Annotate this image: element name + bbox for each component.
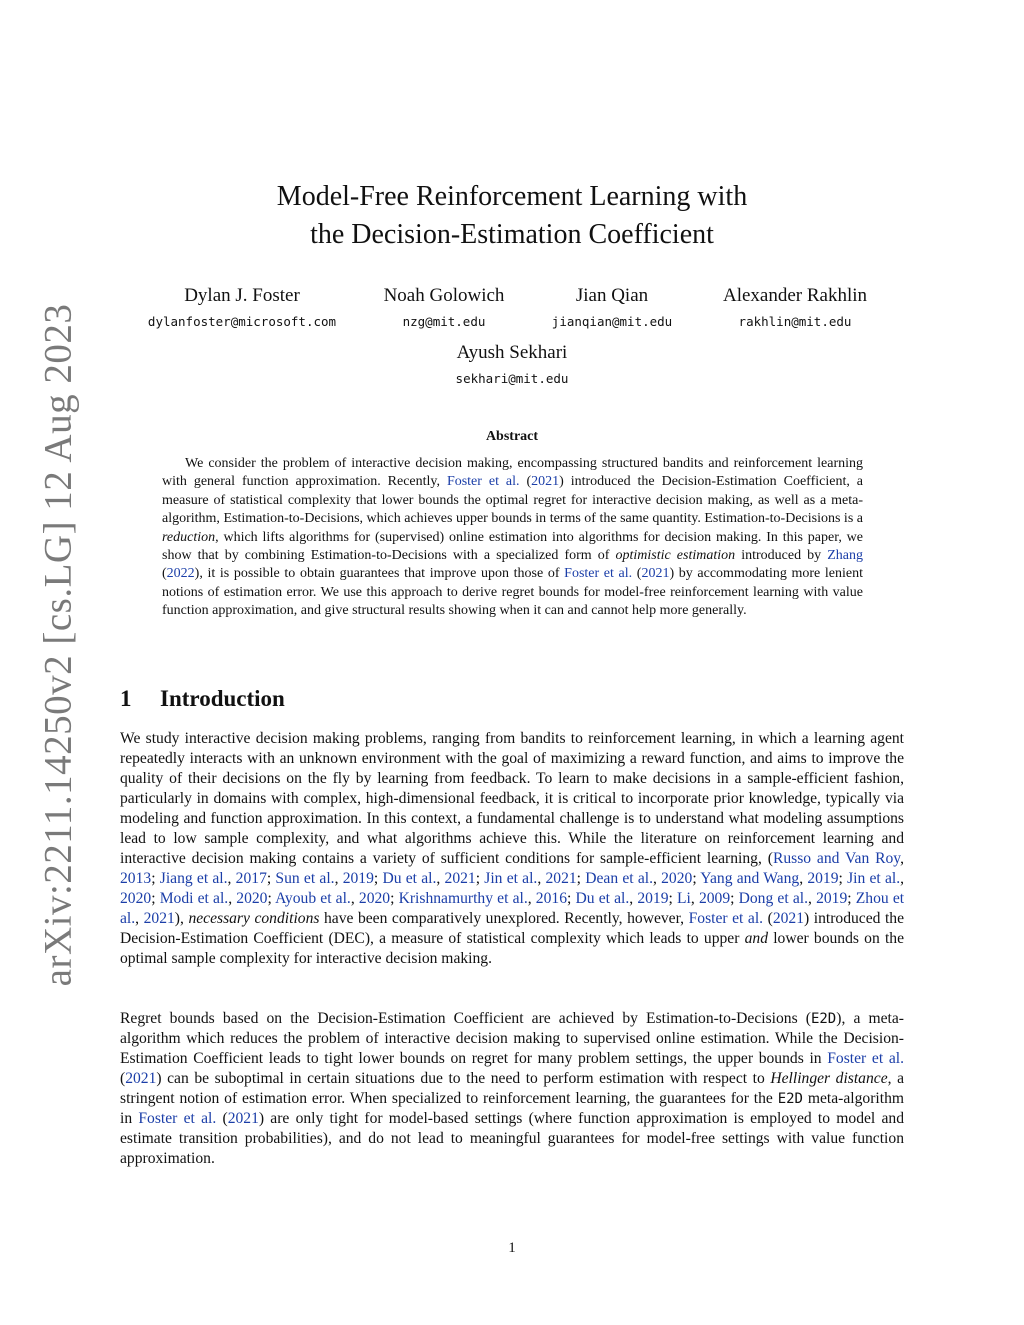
citation-separator: ; — [692, 870, 701, 887]
emphasis-text: reduction — [162, 529, 216, 545]
citation-separator: , — [228, 890, 237, 907]
citation-separator: , — [135, 910, 144, 927]
author-name: Dylan J. Foster — [184, 285, 300, 306]
author-name: Ayush Sekhari — [456, 342, 568, 363]
body-text: ), a meta-algorithm which reduces the problem of interactive decision making to supervised online estimation. While the Decision-Estimation Coefficient leads to tight lower bounds on regret for many problem settings, the upper bounds in — [120, 1010, 904, 1067]
citation-link[interactable]: Foster et al. — [688, 910, 764, 927]
author-block — [148, 285, 336, 331]
emphasis-text: optimistic estimation — [615, 548, 736, 564]
author-email[interactable]: nzg@mit.edu — [402, 314, 486, 329]
citation-separator: , — [652, 870, 662, 887]
citation-year-link[interactable]: 2019 — [637, 890, 669, 907]
body-text: , a stringent notion of estimation error. When specialized to reinforcement learning, the guarantees for the — [120, 1070, 904, 1107]
abstract-text: , which lifts algorithms for (supervised) online estimation into algorithms for decision making. In this paper, we show that by combining Estimation-to-Decisions with a specialized form of — [162, 529, 863, 564]
citation-separator: ; — [266, 870, 276, 887]
citation-separator: , — [527, 890, 536, 907]
section-title: Introduction — [160, 686, 285, 711]
citation-author-link[interactable]: Jin et al. — [847, 870, 901, 887]
author-email[interactable]: dylanfoster@microsoft.com — [147, 314, 337, 329]
body-text: ) introduced the Decision-Estimation Coefficient (DEC), a measure of statistical complexity which leads to upper — [120, 910, 905, 947]
citation-year-link[interactable]: 2009 — [698, 890, 731, 907]
author-name: Alexander Rakhlin — [722, 285, 868, 306]
author-block — [552, 285, 672, 331]
citation-separator: ; — [668, 890, 678, 907]
citation-separator: ; — [151, 890, 160, 907]
citation-year-link[interactable]: 2020 — [661, 870, 693, 887]
citation-author-link[interactable]: Russo and Van Roy — [772, 850, 901, 867]
citation-link[interactable]: Foster et al. — [138, 1110, 217, 1127]
citation-separator: , — [629, 890, 638, 907]
title-line-2: the Decision-Estimation Coefficient — [310, 219, 714, 250]
citation-author-link[interactable]: Jiang et al. — [159, 870, 228, 887]
citation-author-link[interactable]: Du et al. — [382, 870, 437, 887]
citation-link[interactable]: Foster et al. — [564, 566, 633, 582]
author-block — [384, 285, 505, 331]
abstract-text: ( — [519, 474, 532, 490]
citation-separator: , — [808, 890, 817, 907]
body-text: ) are only tight for model-based settings (where function approximation is employed to model and estimate transition probabilities), and do not lead to meaningful guarantees for model-free settings with value function approximation. — [120, 1110, 904, 1167]
citation-author-link[interactable]: Dong et al. — [738, 890, 808, 907]
citation-separator: ; — [373, 870, 383, 887]
citation-separator: ; — [847, 890, 856, 907]
citation-year-link[interactable]: 2022 — [166, 566, 195, 582]
citation-year-link[interactable]: 2019 — [807, 870, 839, 887]
abstract-heading: Abstract — [485, 429, 539, 444]
citation-year-link[interactable]: 2021 — [772, 910, 805, 927]
citation-year-link[interactable]: 2020 — [236, 890, 268, 907]
body-text: have been comparatively unexplored. Recently, however, — [319, 910, 689, 927]
citation-author-link[interactable]: Dean et al. — [585, 870, 653, 887]
citation-author-link[interactable]: Du et al. — [575, 890, 630, 907]
paper-title — [0, 178, 1024, 254]
citation-author-link[interactable]: Modi et al. — [159, 890, 229, 907]
citation-author-link[interactable]: Zhou et al. — [120, 890, 905, 927]
emphasis-text: necessary conditions — [188, 910, 320, 927]
citation-separator: ; — [267, 890, 276, 907]
citation-author-link[interactable]: Sun et al. — [275, 870, 335, 887]
author-email[interactable]: sekhari@mit.edu — [455, 371, 569, 386]
citation-author-link[interactable]: Yang and Wang — [700, 870, 800, 887]
citation-link[interactable]: Foster et al. — [446, 474, 520, 490]
citation-year-link[interactable]: 2021 — [545, 870, 577, 887]
citation-year-link[interactable]: 2021 — [531, 474, 560, 490]
abstract-text: introduced by — [735, 548, 828, 564]
citation-year-link[interactable]: 2020 — [358, 890, 391, 907]
abstract-text: ) introduced the Decision-Estimation Coefficient, a measure of statistical complexity that lower bounds the optimal regret for interactive decision making, as well as a meta-algorithm, Estimation-to-Decisions, which achieves upper bounds in terms of the same quantity. Estimation-to-Decisions is a — [162, 474, 863, 527]
author-email[interactable]: rakhlin@mit.edu — [738, 314, 852, 329]
body-text: We study interactive decision making problems, ranging from bandits to reinforcement learning, in which a learning agent repeatedly interacts with an unknown environment with the goal of maximizing a reward function, and aims to improve the quality of their decisions on the fly by learning from feedback. To learn to make decisions in a sample-efficient fashion, particularly in domains with complex, high-dimensional feedback, it is critical to incorporate prior knowledge, typically via modeling and function approximation. In this context, a fundamental challenge is to understand what modeling assumptions lead to low sample complexity, and what algorithms achieve this. While the literature on reinforcement learning and interactive decision making contains a variety of sufficient conditions for sample-efficient learning, ( — [120, 730, 904, 867]
citation-author-link[interactable]: Ayoub et al. — [275, 890, 351, 907]
citation-separator: ; — [576, 870, 586, 887]
abstract-text: We consider the problem of interactive decision making, encompassing structured bandits and reinforcement learning with general function approximation. Recently, — [162, 456, 863, 490]
author-name: Jian Qian — [575, 285, 649, 306]
citation-separator: ; — [475, 870, 485, 887]
body-text: ), — [174, 910, 189, 927]
citation-author-link[interactable]: Jin et al. — [484, 870, 538, 887]
citation-link[interactable]: Zhang — [827, 548, 863, 564]
citation-separator: , — [334, 870, 343, 887]
body-text: Regret bounds based on the Decision-Estimation Coefficient are achieved by Estimation-to-Decisions ( — [120, 1010, 811, 1027]
emphasis-text: Hellinger distance — [770, 1070, 888, 1087]
citation-separator: , — [799, 870, 808, 887]
citation-author-link[interactable]: Li — [677, 890, 691, 907]
abstract-text: ), it is possible to obtain guarantees that improve upon those of — [194, 566, 565, 582]
abstract-text: ) by accommodating more lenient notions of estimation error. We use this approach to derive regret bounds for model-free reinforcement learning with value function approximation, and give structural results showing when it can and cannot help more generally. — [162, 566, 863, 619]
abstract-text: ( — [162, 566, 167, 582]
citation-separator: , — [900, 850, 905, 867]
body-text: lower bounds on the optimal sample complexity for interactive decision making. — [120, 930, 904, 967]
citation-separator: ; — [390, 890, 399, 907]
author-block — [456, 342, 569, 388]
citation-year-link[interactable]: 2016 — [535, 890, 567, 907]
citation-year-link[interactable]: 2013 — [120, 870, 152, 887]
intro-paragraph-1 — [120, 729, 904, 969]
body-text: ( — [120, 1070, 126, 1087]
author-block — [723, 285, 867, 331]
body-text: ( — [216, 1110, 228, 1127]
abstract-text: ( — [632, 566, 642, 582]
citation-year-link[interactable]: 2019 — [342, 870, 374, 887]
citation-separator: ; — [730, 890, 739, 907]
citation-separator: , — [350, 890, 359, 907]
citation-separator: , — [436, 870, 445, 887]
title-line-1: Model-Free Reinforcement Learning with — [276, 181, 748, 212]
citation-year-link[interactable]: 2021 — [143, 910, 175, 927]
citation-year-link[interactable]: 2017 — [235, 870, 267, 887]
body-text: ) can be suboptimal in certain situations due to the need to perform estimation with respect to — [156, 1070, 771, 1087]
citation-separator: ; — [838, 870, 848, 887]
author-email[interactable]: jianqian@mit.edu — [551, 314, 673, 329]
citation-year-link[interactable]: 2020 — [120, 890, 152, 907]
section-number: 1 — [120, 686, 132, 711]
body-text: meta-algorithm in — [120, 1090, 905, 1127]
citation-year-link[interactable]: 2019 — [816, 890, 848, 907]
citation-year-link[interactable]: 2021 — [125, 1070, 157, 1087]
citation-year-link[interactable]: 2021 — [444, 870, 476, 887]
algorithm-name: E2D — [810, 1011, 837, 1027]
body-text: ( — [763, 910, 773, 927]
citation-separator: ; — [566, 890, 576, 907]
citation-year-link[interactable]: 2021 — [641, 566, 670, 582]
section-heading — [120, 686, 285, 712]
citation-separator: , — [537, 870, 546, 887]
citation-separator: , — [690, 890, 699, 907]
citation-separator: , — [227, 870, 236, 887]
emphasis-text: and — [744, 930, 768, 947]
citation-author-link[interactable]: Krishnamurthy et al. — [398, 890, 528, 907]
citation-separator: , — [900, 870, 905, 887]
citation-year-link[interactable]: 2021 — [227, 1110, 259, 1127]
abstract-body — [162, 455, 863, 621]
citation-separator: ; — [151, 870, 160, 887]
arxiv-identifier-stamp: arXiv:2211.14250v2 [cs.LG] 12 Aug 2023 — [36, 303, 80, 987]
citation-link[interactable]: Foster et al. — [827, 1050, 904, 1067]
page-number: 1 — [508, 1240, 516, 1256]
algorithm-name: E2D — [777, 1091, 803, 1107]
intro-paragraph-2 — [120, 1009, 904, 1169]
author-name: Noah Golowich — [383, 285, 505, 306]
